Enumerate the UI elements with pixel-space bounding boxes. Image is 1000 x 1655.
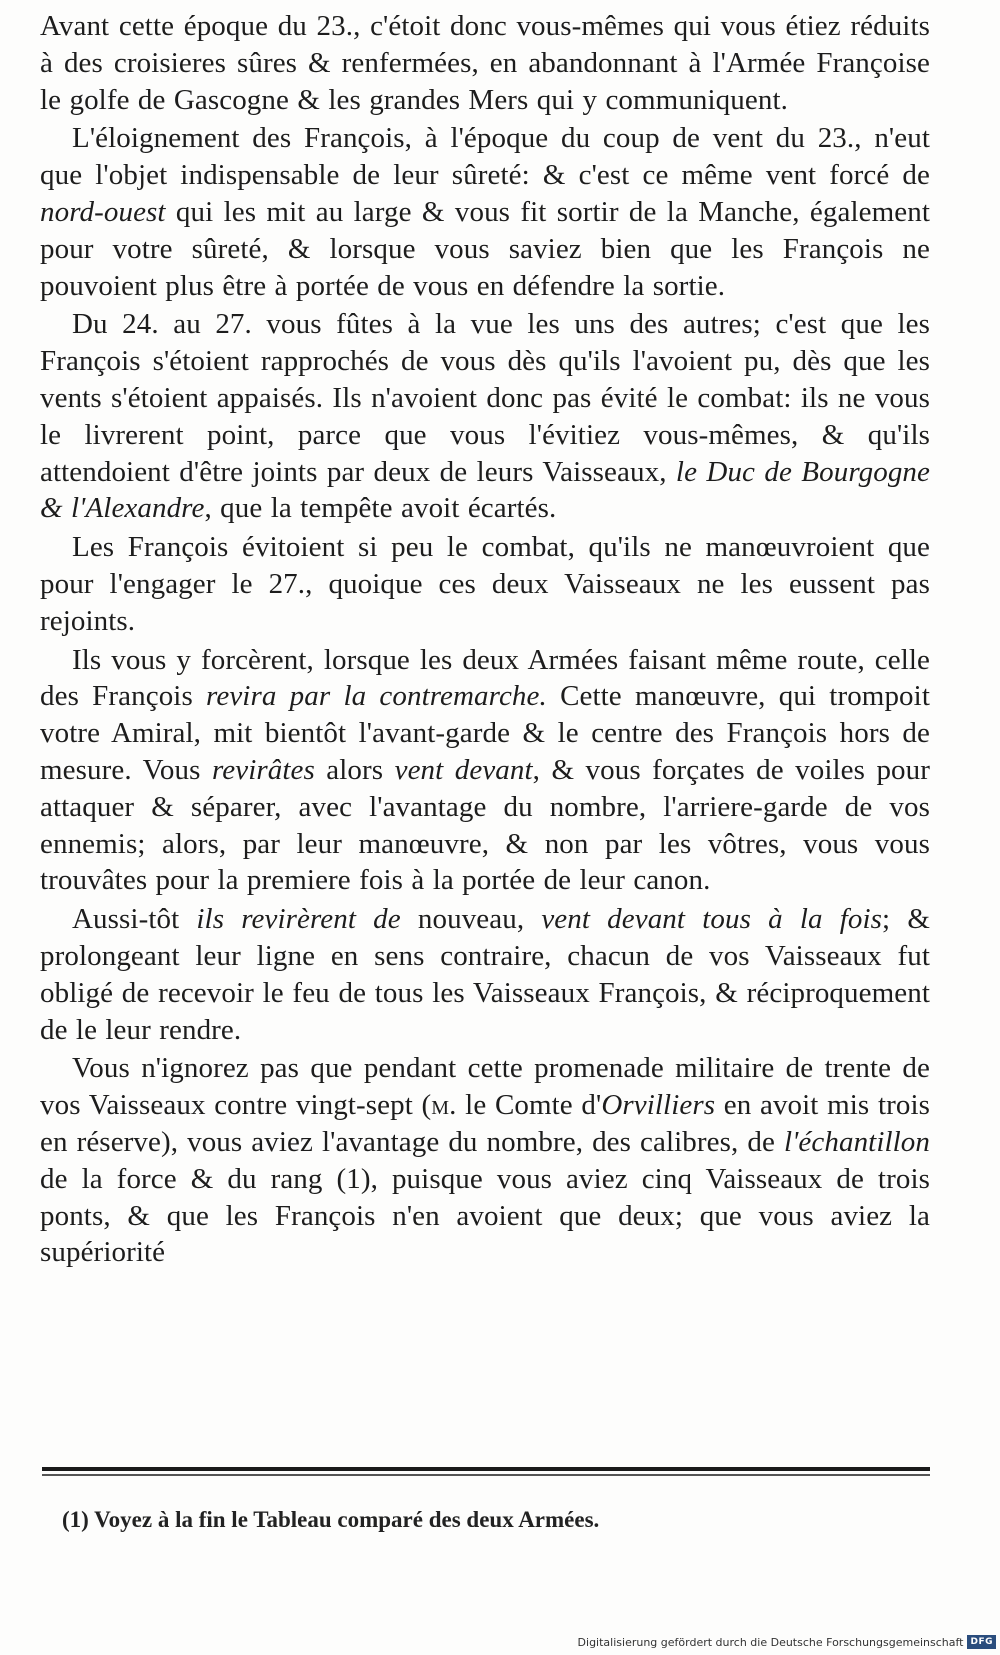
text-run: en avoit mis trois en réserve), vous aviez l'avantage du nombre, des calibres, de	[40, 1089, 930, 1158]
text-run: Les François évitoient si peu le combat, qu'ils ne manœuvroient que pour l'engager le 27., quoique ces deux Vaisseaux ne les eussent pas rejoints.	[40, 531, 930, 637]
italic-run: revira par la contremarche.	[206, 680, 547, 713]
text-run: nouveau,	[400, 903, 542, 936]
footnote: (1) Voyez à la fin le Tableau comparé des deux Armées.	[62, 1507, 600, 1532]
body-text	[40, 8, 930, 1273]
text-run: , & vous forçates de voiles pour attaquer & séparer, avec l'avantage du nombre, l'arriere-garde de vos ennemis; alors, par leur manœuvre, & non par les vôtres, vous vous trouvâtes pour la premiere fois à la portée de leur canon.	[40, 753, 931, 897]
footnote-rule-thin	[42, 1474, 930, 1476]
paragraph-5	[40, 642, 930, 900]
text-run: L'éloignement des François, à l'époque du coup de vent du 23., n'eut que l'objet indispensable de leur sûreté: & c'est ce même vent forcé de	[40, 122, 930, 192]
italic-run: le Duc de Bourgogne & l'Alexandre	[40, 455, 930, 525]
paragraph-7	[40, 1050, 930, 1271]
footnote-rule	[42, 1467, 930, 1471]
text-run: de la force & du rang (1), puisque vous aviez cinq Vaisseaux de trois ponts, & que les François n'en avoient que deux; que vous aviez la supériorité	[40, 1162, 930, 1269]
text-run: Vous n'ignorez pas que pendant cette promenade militaire de trente de vos Vaisseaux contre vingt-sept (	[40, 1052, 930, 1122]
italic-run: nord-ouest	[40, 195, 166, 228]
italic-run: Orvilliers	[601, 1089, 716, 1122]
italic-run: revirâtes	[211, 753, 315, 786]
small-caps-run: m.	[431, 1089, 457, 1122]
text-run: Ils vous y forcèrent, lorsque les deux Armées faisant même route, celle des François	[40, 643, 930, 713]
italic-run: vent devant	[394, 753, 533, 786]
text-run: Cette manœuvre, qui trompoit votre Amiral, mit bientôt l'avant-garde & le centre des François hors de mesure. Vous	[40, 680, 930, 786]
paragraph-1	[40, 8, 930, 118]
text-run: Du 24. au 27. vous fûtes à la vue les uns des autres; c'est que les François s'étoient rapprochés de vous dès qu'ils l'avoient pu, dès que les vents s'étoient appaisés. Ils n'avoient donc pas évité le combat: ils ne vous le livrerent point, parce que vous l'évitiez vous-mêmes, & qu'ils attendoient d'être joints par deux de leurs Vaisseaux,	[40, 308, 930, 488]
text-run: le Comte d'	[456, 1089, 602, 1122]
paragraph-2	[40, 120, 930, 304]
credit-text: Digitalisierung gefördert durch die Deutsche Forschungsgemeinschaft	[577, 1635, 964, 1649]
italic-run: vent devant tous à la fois	[541, 903, 883, 936]
paragraph-4	[40, 529, 930, 639]
text-run: ; & prolongeant leur ligne en sens contraire, chacun de vos Vaisseaux fut obligé de recevoir le feu de tous les Vaisseaux François, & réciproquement de le leur rendre.	[40, 903, 930, 1046]
text-run: qui les mit au large & vous fit sortir de la Manche, également pour votre sûreté, & lorsque vous saviez bien que les François ne pouvoient plus être à portée de vous en défendre la sortie.	[40, 195, 930, 302]
text-run: alors	[314, 753, 395, 786]
text-run: Aussi-tôt	[72, 903, 197, 936]
digitization-credit	[578, 1635, 996, 1649]
text-run: , que la tempête avoit écartés.	[204, 492, 557, 525]
italic-run: l'échantillon	[783, 1125, 930, 1158]
italic-run: ils revirèrent de	[196, 903, 401, 936]
paragraph-6	[40, 901, 930, 1048]
paragraph-3	[40, 306, 930, 527]
text-run: Avant cette époque du 23., c'étoit donc vous-mêmes qui vous étiez réduits à des croisieres sûres & renfermées, en abandonnant à l'Armée Françoise le golfe de Gascogne & les grandes Mers qui y communiquent.	[40, 10, 930, 116]
dfg-logo-icon: DFG	[967, 1635, 996, 1649]
